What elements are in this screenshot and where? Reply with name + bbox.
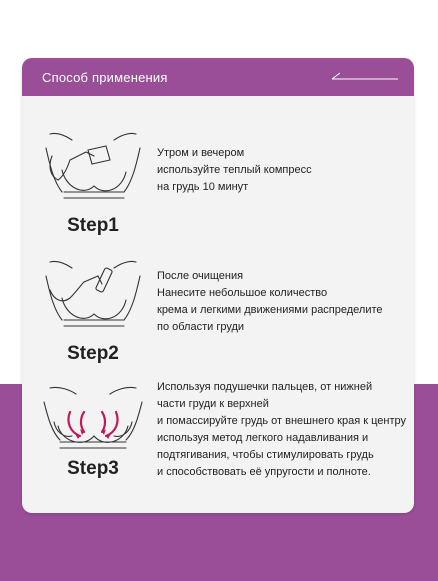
step3-label: Step3 — [67, 458, 119, 479]
step1-line-3: на грудь 10 минут — [157, 181, 249, 193]
step2-line-2: Нанесите небольшое количество — [157, 287, 328, 299]
step3-line-1: Используя подушечки пальцев, от нижней — [157, 381, 373, 393]
step3-line-4: используя метод легкого надавливания и — [157, 432, 369, 444]
step2-line-3: крема и легкими движениями распределите — [157, 304, 383, 316]
step2-line-1: После очищения — [157, 270, 244, 282]
step3-line-5: подтягивания, чтобы стимулировать грудь — [157, 449, 374, 461]
step1-description — [157, 145, 411, 196]
step3-line-2: части груди к верхней — [157, 398, 269, 410]
instructions-card — [22, 58, 414, 513]
step1-line-1: Утром и вечером — [157, 147, 245, 159]
card-header — [22, 58, 414, 96]
step3-massage-illustration — [40, 382, 146, 468]
step3-line-6: и способствовать её упругости и полноте. — [157, 466, 371, 478]
step1-warm-compress-illustration — [40, 126, 146, 212]
card-title: Способ применения — [42, 70, 168, 85]
step2-label: Step2 — [67, 343, 119, 364]
step1-label: Step1 — [67, 215, 119, 236]
step2-line-4: по области груди — [157, 321, 245, 333]
step1-line-2: используйте теплый компресс — [157, 164, 312, 176]
step2-apply-cream-illustration — [40, 254, 146, 340]
step3-line-3: и помассируйте грудь от внешнего края к центру — [157, 415, 406, 427]
decorative-arrow-icon — [330, 70, 400, 82]
step3-description — [157, 379, 411, 481]
step2-description — [157, 268, 411, 336]
